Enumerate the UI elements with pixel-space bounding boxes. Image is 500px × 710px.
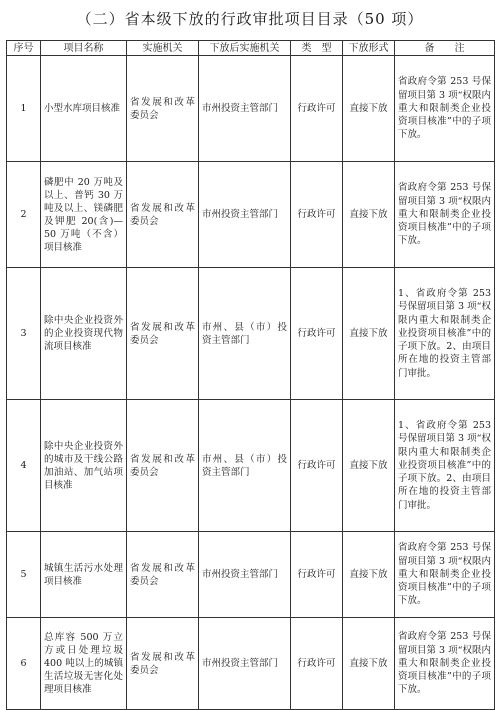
header-no: 序号 [7,41,41,56]
header-form: 下放形式 [343,41,395,56]
table-row [7,162,495,268]
row-name: 除中央企业投资外的企业投资现代物流项目核准 [41,268,127,400]
row-form: 直接下放 [343,268,395,400]
page-title: （二）省本级下放的行政审批项目目录（50 项） [76,10,424,28]
row-no: 5 [7,532,41,618]
row-org: 省发展和改革委员会 [127,618,199,710]
row-after-org: 市州投资主管部门 [199,618,291,710]
row-type: 行政许可 [291,56,343,162]
table-row [7,618,495,710]
table-row [7,268,495,400]
row-org: 省发展和改革委员会 [127,532,199,618]
row-note: 省政府令第 253 号保留项目第 3 项“权限内重大和限制类企业投资项目核准”中的子项下放。 [395,532,495,618]
row-org: 省发展和改革委员会 [127,56,199,162]
row-name: 总库容 500 万立方或日处理垃圾 400 吨以上的城镇生活垃圾无害化处理项目核准 [41,618,127,710]
row-form: 直接下放 [343,618,395,710]
row-note: 省政府令第 253 号保留项目第 3 项“权限内重大和限制类企业投资项目核准”中的子项下放。 [395,162,495,268]
header-org: 实施机关 [127,41,199,56]
header-after-org: 下放后实施机关 [199,41,291,56]
header-type: 类 型 [291,41,343,56]
row-org: 省发展和改革委员会 [127,162,199,268]
row-org: 省发展和改革委员会 [127,400,199,532]
row-type: 行政许可 [291,162,343,268]
header-name: 项目名称 [41,41,127,56]
row-form: 直接下放 [343,532,395,618]
row-note: 1、省政府令第 253 号保留项目第 3 项“权限内重大和限制类企业投资项目核准”中的子项下放。2、由项目所在地的投资主管部门审批。 [395,268,495,400]
row-name: 磷肥中 20 万吨及以上、普钙 30 万吨及以上、镁磷肥及钾肥 20(含)—50 万吨（不含）项目核准 [41,162,127,268]
row-no: 4 [7,400,41,532]
row-form: 直接下放 [343,56,395,162]
row-type: 行政许可 [291,618,343,710]
row-no: 1 [7,56,41,162]
table-header-row [7,41,495,56]
row-org: 省发展和改革委员会 [127,268,199,400]
row-after-org: 市州、县（市）投资主管部门 [199,400,291,532]
row-after-org: 市州投资主管部门 [199,162,291,268]
row-after-org: 市州投资主管部门 [199,56,291,162]
row-no: 2 [7,162,41,268]
row-no: 3 [7,268,41,400]
row-note: 省政府令第 253 号保留项目第 3 项“权限内重大和限制类企业投资项目核准”中的子项下放。 [395,618,495,710]
row-form: 直接下放 [343,400,395,532]
table-row [7,532,495,618]
row-type: 行政许可 [291,400,343,532]
row-type: 行政许可 [291,532,343,618]
row-no: 6 [7,618,41,710]
row-name: 除中央企业投资外的城市及干线公路加油站、加气站项目核准 [41,400,127,532]
row-type: 行政许可 [291,268,343,400]
approval-catalog-table [6,40,495,710]
row-form: 直接下放 [343,162,395,268]
row-note: 1、省政府令第 253 号保留项目第 3 项“权限内重大和限制类企业投资项目核准”中的子项下放。2、由项目所在地的投资主管部门审批。 [395,400,495,532]
table-row [7,400,495,532]
row-name: 城镇生活污水处理项目核准 [41,532,127,618]
row-name: 小型水库项目核准 [41,56,127,162]
row-after-org: 市州投资主管部门 [199,532,291,618]
row-after-org: 市州、县（市）投资主管部门 [199,268,291,400]
header-note: 备 注 [395,41,495,56]
row-note: 省政府令第 253 号保留项目第 3 项“权限内重大和限制类企业投资项目核准”中的子项下放。 [395,56,495,162]
table-row [7,56,495,162]
